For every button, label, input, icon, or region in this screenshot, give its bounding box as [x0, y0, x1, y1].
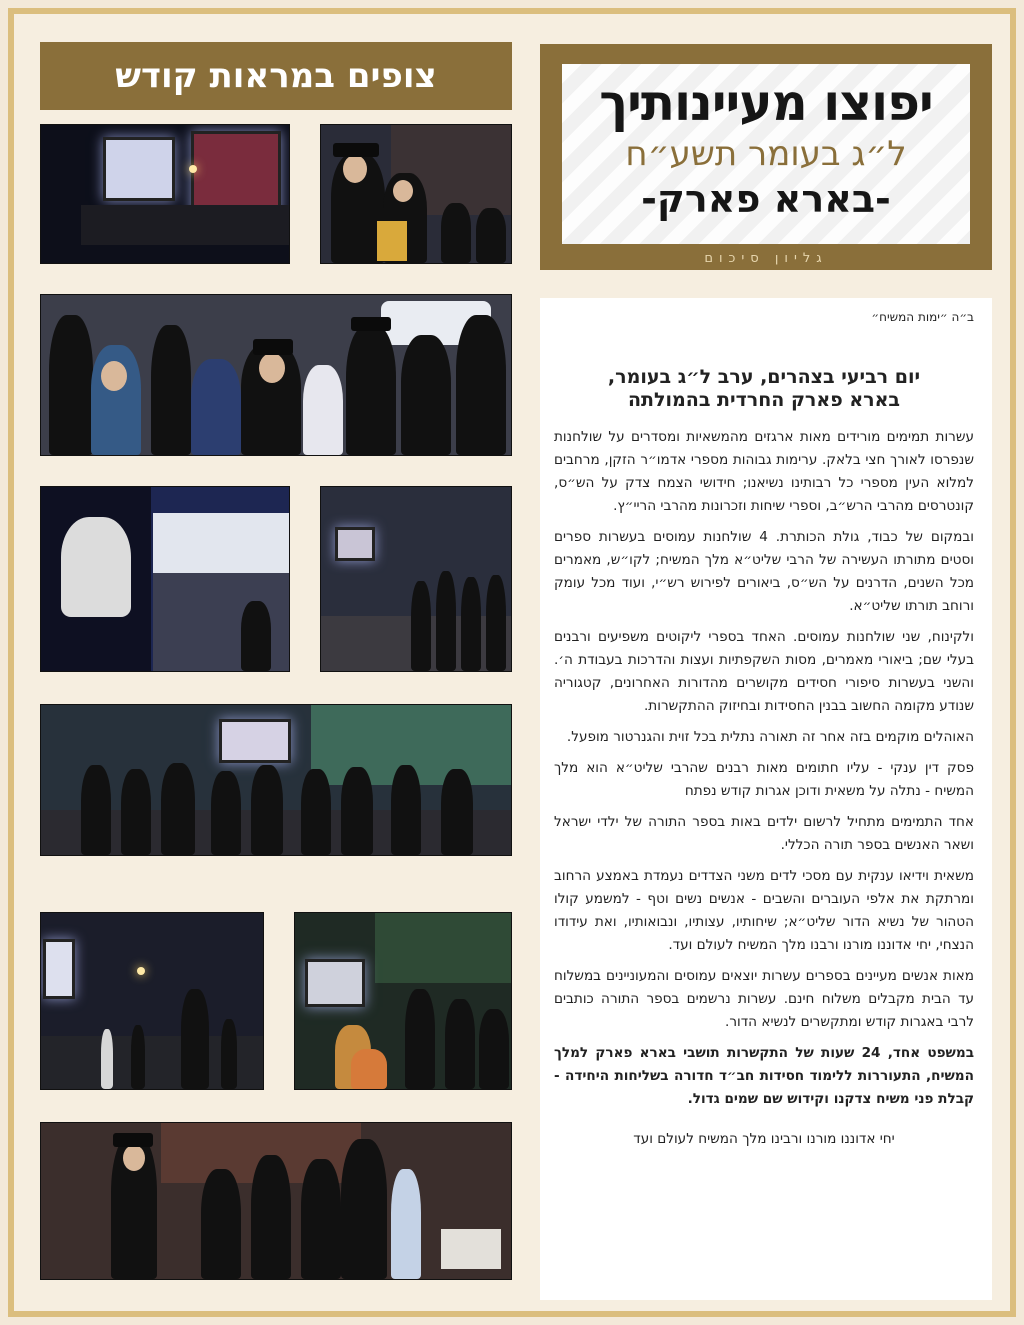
- headline-line-1: יום רביעי בצהרים, ערב ל״ג בעומר,: [607, 366, 921, 388]
- paragraph: ולקינוח, שני שולחנות עמוסים. האחד בספרי ליקוטים משפיעים ורבנים בעלי שם; ביאורי מאמרים, מסות השקפתיות ועצות והדרכות בעבודת ה׳. והשני בעשרות סיפורי חסידים מקושרים מהדורות האחרונים, קטגוריה שנודע מקומה החשוב בבנין החסידות ובחיזוק ההתקשרות.: [554, 629, 974, 714]
- paragraph: משאית וידיאו ענקית עם מסכי לדים משני הצדדים נעמדת באמצע הרחוב ומרתקת את אלפי העוברים והשבים - אנשים נשים וטף - למשמע קולו הטהור של נשיא הדור שליט״א; שיחותיו, עצותיו, ונבואותיו, ואת עידודו הנצחי, יחי אדוננו מורנו ורבנו מלך המשיח לעולם ועד.: [554, 868, 974, 953]
- photos-banner-title: צופים במראות קודש: [115, 56, 437, 96]
- title-main: יפוצו מעיינותיך: [599, 74, 933, 132]
- summary-paragraph: במשפט אחד, 24 שעות של התקשרות תושבי בארא פארק למלך המשיח, התעוררות ללימוד חסידות חב״ד חדורה בשליחות היחידה - קבלת פני משיח צדקנו וקידוש שם שמים גדול.: [554, 1045, 974, 1107]
- photo-screen-rebbe: [40, 486, 290, 672]
- paragraph: עשרות תמימים מורידים מאות ארגזים מהמשאיות ומסדרים על שולחנות שנפרסו לאורך חצי בלאק. ערימות גבוהות מספרי אדמו״ר הזקן, מרחבים למלוא העין מספרי כל רבותינו נשיאנו; חידושי הצמח צדק על הש״ס, קונטרסים מהרבי הרש״ב, וספרי שיחות וזכרונות מהרבי הריי״ץ.: [554, 429, 974, 514]
- title-place: -בארא פארק-: [641, 177, 891, 221]
- paragraph: אחד התמימים מתחיל לרשום ילדים באות בספר התורה של ילדי ישראל ושאר האנשים בספר תורה הכללי.: [554, 814, 974, 853]
- photo-video-truck: [40, 124, 290, 264]
- title-box: [540, 44, 992, 270]
- bh-header: ב״ה ״ימות המשיח״: [871, 310, 974, 324]
- paragraph: פסק דין ענקי - עליו חתומים מאות רבנים שהרבי שליט״א הוא מלך המשיח - נתלה על משאית ודוכן אגרות קודש נפתח: [554, 760, 974, 799]
- title-subtitle: ל״ג בעומר תשע״ח: [625, 134, 907, 174]
- photo-group-night: [40, 704, 512, 856]
- photo-street-truck: [320, 486, 512, 672]
- photos-banner: [40, 42, 512, 110]
- closing-line: יחי אדוננו מורנו ורבינו מלך המשיח לעולם ועד: [633, 1131, 895, 1147]
- paragraph: ובמקום של כבוד, גולת הכותרת. 4 שולחנות עמוסים בעשרות ספרים וסטים מתורתו העשירה של הרבי שליט״א מלך המשיח; לקו״ש, מאמרים מכל השנים, הדרנים על הש״ס, ביאורים לפירוש רש״י, ועוד מכל עומק ורוחב תורתו שליט״א.: [554, 529, 974, 614]
- photo-crowd-screen: [294, 912, 512, 1090]
- title-caption: גליון סיכום: [704, 251, 828, 266]
- headline: [554, 366, 974, 412]
- paragraph: האוהלים מוקמים בזה אחר זה תאורה נתלית בכל זוית והגנרטור מופעל.: [566, 729, 974, 745]
- photo-crowd-watching: [40, 294, 512, 456]
- photo-men-night: [320, 124, 512, 264]
- photo-men-sidewalk: [40, 1122, 512, 1280]
- paragraph: מאות אנשים מעיינים בספרים עשרות יוצאים עמוסים והמעוניינים במשלוח עד הבית מקבלים משלוח חינם. עשרות נרשמים בספר התורה כותבים לרבי באגרות קודש ומתקשרים לנשיא הדור.: [554, 968, 974, 1030]
- photo-street-night: [40, 912, 264, 1090]
- title-inner: [562, 64, 970, 244]
- headline-line-2: בארא פארק החרדית בהמולתה: [627, 389, 901, 411]
- article: [540, 298, 992, 1300]
